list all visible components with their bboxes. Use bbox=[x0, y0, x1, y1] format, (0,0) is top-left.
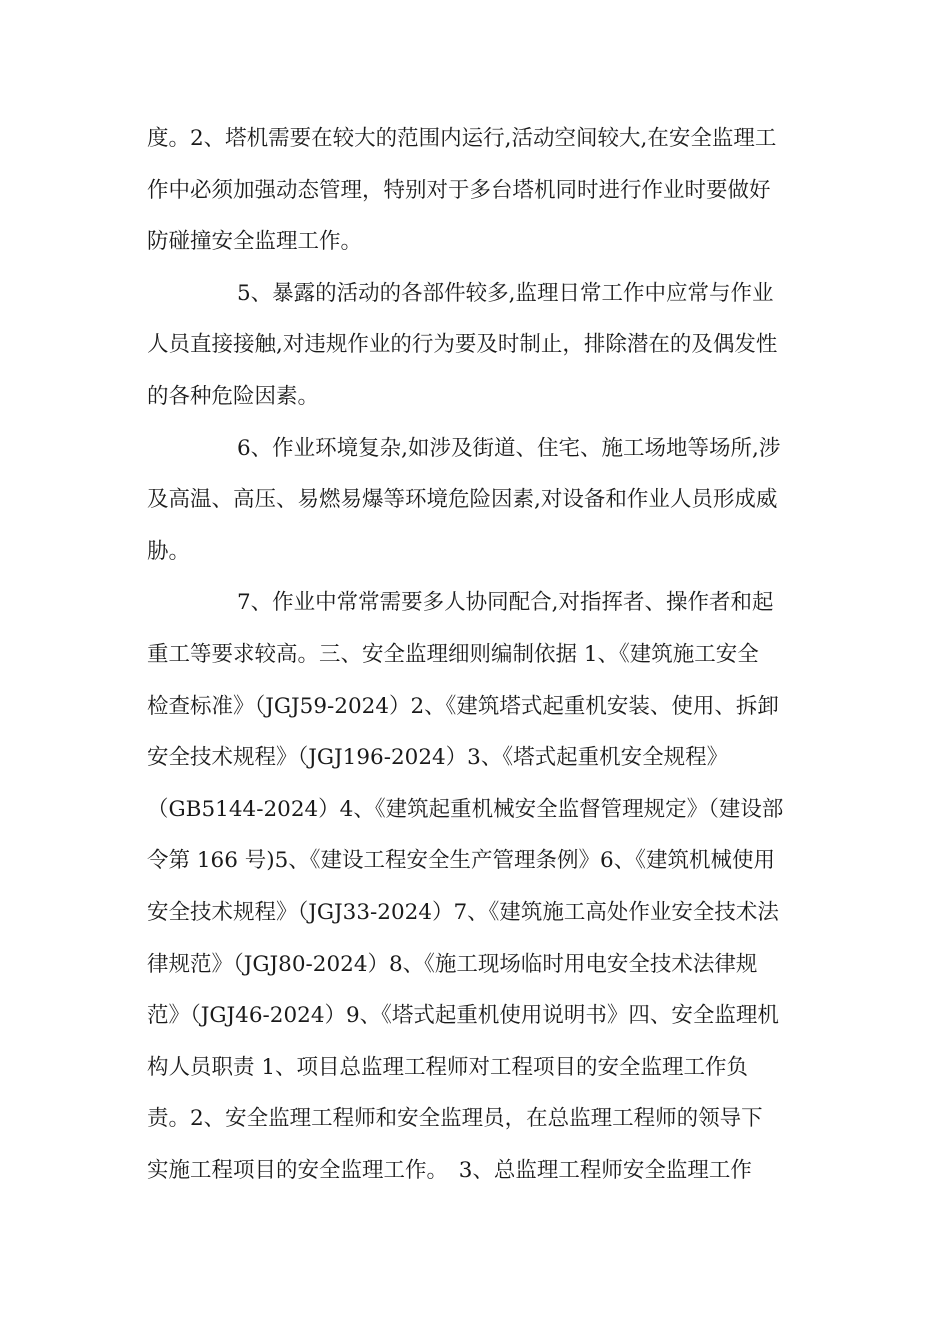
text-line: 的各种危险因素。 bbox=[147, 383, 320, 409]
text-line: 检查标准》（JGJ59-2024）2、《建筑塔式起重机安装、使用、拆卸 bbox=[147, 693, 779, 719]
text-line: 责。2、安全监理工程师和安全监理员，在总监理工程师的领导下 bbox=[147, 1106, 763, 1132]
text-line: 防碰撞安全监理工作。 bbox=[147, 229, 363, 255]
text-line: 胁。 bbox=[147, 538, 191, 564]
text-line: 5、暴露的活动的各部件较多,监理日常工作中应常与作业 bbox=[237, 280, 774, 306]
text-line: 律规范》（JGJ80-2024）8、《施工现场临时用电安全技术法律规 bbox=[147, 951, 758, 977]
text-line: 重工等要求较高。三、安全监理细则编制依据 1、《建筑施工安全 bbox=[147, 641, 759, 667]
text-line: 实施工程项目的安全监理工作。 3、总监理工程师安全监理工作 bbox=[147, 1157, 752, 1183]
text-line: 人员直接接触,对违规作业的行为要及时制止，排除潜在的及偶发性 bbox=[147, 332, 778, 358]
text-line: 及高温、高压、易燃易爆等环境危险因素,对设备和作业人员形成威 bbox=[147, 487, 778, 513]
text-line: 范》（JGJ46-2024）9、《塔式起重机使用说明书》四、安全监理机 bbox=[147, 1003, 779, 1029]
text-line: 令第 166 号)5、《建设工程安全生产管理条例》6、《建筑机械使用 bbox=[147, 848, 775, 874]
text-line: 7、作业中常常需要多人协同配合,对指挥者、操作者和起 bbox=[237, 590, 774, 616]
text-line: 构人员职责 1、项目总监理工程师对工程项目的安全监理工作负 bbox=[147, 1054, 749, 1080]
text-line: 安全技术规程》（JGJ33-2024）7、《建筑施工高处作业安全技术法 bbox=[147, 899, 779, 925]
text-line: （GB5144-2024）4、《建筑起重机械安全监督管理规定》（建设部 bbox=[147, 796, 784, 822]
text-line: 安全技术规程》（JGJ196-2024）3、《塔式起重机安全规程》 bbox=[147, 745, 729, 771]
body-text bbox=[147, 117, 809, 1200]
text-line: 6、作业环境复杂,如涉及街道、住宅、施工场地等场所,涉 bbox=[237, 435, 781, 461]
text-line: 作中必须加强动态管理，特别对于多台塔机同时进行作业时要做好 bbox=[147, 177, 771, 203]
text-line: 度。2、塔机需要在较大的范围内运行,活动空间较大,在安全监理工 bbox=[147, 126, 777, 151]
